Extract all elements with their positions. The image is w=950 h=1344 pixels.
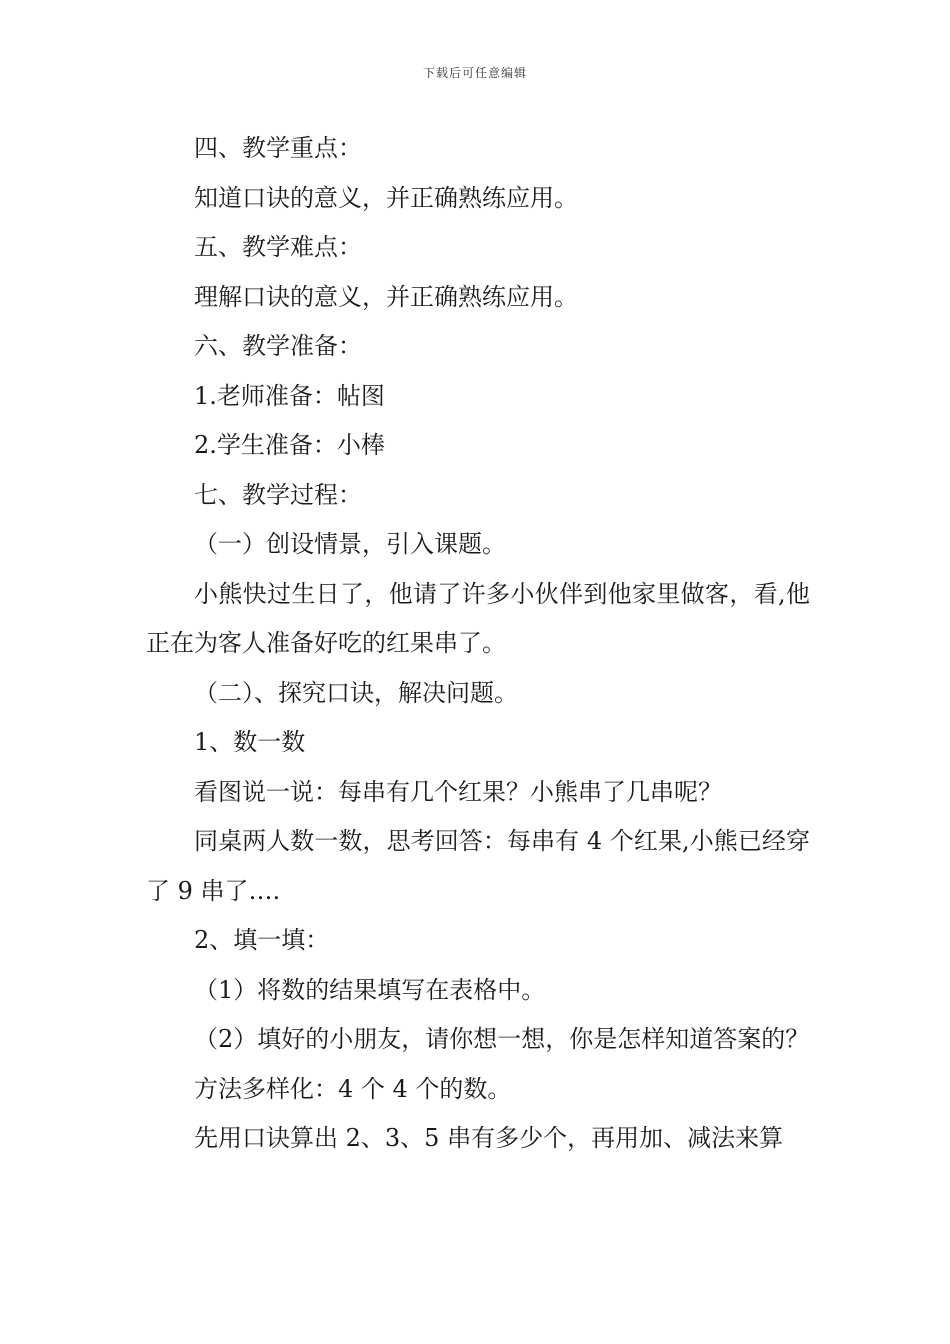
heading-teaching-preparation: 六、教学准备： <box>194 332 362 360</box>
list-item-teacher-prep: 1.老师准备：帖图 <box>194 381 385 410</box>
paragraph-formula-calc: 先用口诀算出 2、3、5 串有多少个，再用加、减法来算 <box>194 1124 784 1152</box>
paragraph-bear-birthday: 小熊快过生日了，他请了许多小伙伴到他家里做客，看,他正在为客人准备好吃的红果串了。 <box>146 579 810 657</box>
paragraph-methods: 方法多样化：4 个 4 个的数。 <box>194 1074 512 1103</box>
subheading-explore-formula: （二）、探究口诀，解决问题。 <box>194 678 518 707</box>
step-count: 1、数一数 <box>194 728 306 756</box>
paragraph-focus-detail: 知道口诀的意义，并正确熟练应用。 <box>194 183 578 212</box>
heading-teaching-difficulty: 五、教学难点： <box>194 233 362 261</box>
paragraph-look-and-say: 看图说一说：每串有几个红果？小熊串了几串呢？ <box>194 777 722 806</box>
sub-step-think: （2）填好的小朋友，请你想一想，你是怎样知道答案的？ <box>194 1025 810 1053</box>
heading-teaching-focus: 四、教学重点： <box>194 134 362 162</box>
document-body <box>146 124 810 1164</box>
subheading-create-scenario: （一）创设情景，引入课题。 <box>194 530 506 558</box>
paragraph-difficulty-detail: 理解口诀的意义，并正确熟练应用。 <box>194 282 578 311</box>
step-fill: 2、填一填： <box>194 926 330 954</box>
heading-teaching-process: 七、教学过程： <box>194 480 362 509</box>
sub-step-fill-table: （1）将数的结果填写在表格中。 <box>194 975 546 1004</box>
page-header: 下载后可任意编辑 <box>422 66 527 80</box>
paragraph-pair-count: 同桌两人数一数，思考回答：每串有 4 个红果,小熊已经穿了 9 串了…. <box>146 827 810 905</box>
list-item-student-prep: 2.学生准备：小棒 <box>194 431 385 459</box>
